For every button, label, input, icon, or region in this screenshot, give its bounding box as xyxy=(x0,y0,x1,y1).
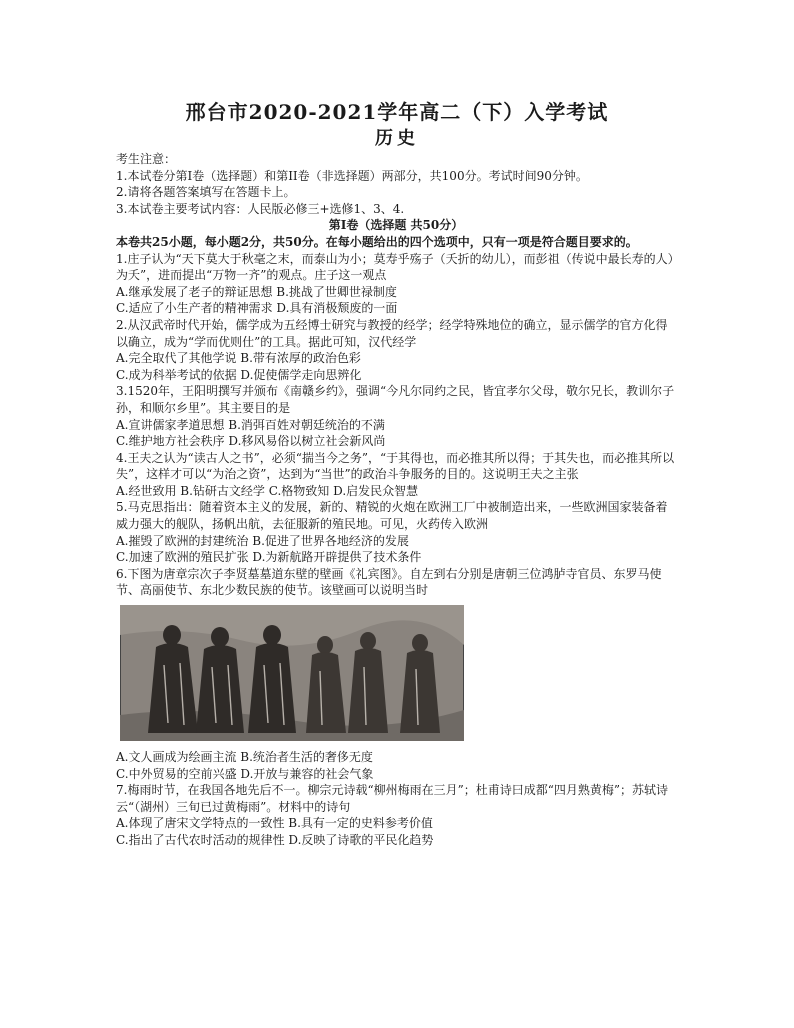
question-option: C.加速了欧洲的殖民扩张 D.为新航路开辟提供了技术条件 xyxy=(116,550,422,565)
notice-item: 1.本试卷分第I卷（选择题）和第II卷（非选择题）两部分，共100分。考试时间90分钟。 xyxy=(116,168,588,183)
question-option: C.成为科举考试的依据 D.促使儒学走向思辨化 xyxy=(116,367,362,382)
exam-subject: 历史 xyxy=(375,128,419,149)
section-title: 第I卷（选择题 共50分） xyxy=(328,218,464,233)
question-option: A.摧毁了欧洲的封建统治 B.促进了世界各地经济的发展 xyxy=(116,533,409,548)
exam-title: 邢台市2020-2021学年高二（下）入学考试 xyxy=(185,100,609,124)
question-stem: 5.马克思指出：随着资本主义的发展，新的、精锐的火炮在欧洲工厂中被制造出来，一些欧洲国家装备着威力强大的舰队，扬帆出航，去征服新的殖民地。可见，火药传入欧洲 xyxy=(116,500,668,532)
question-option: A.经世致用 B.钻研古文经学 C.格物致知 D.启发民众智慧 xyxy=(116,483,419,498)
question-option: A.体现了唐宋文学特点的一致性 B.具有一定的史料参考价值 xyxy=(116,816,433,831)
notice-heading: 考生注意： xyxy=(116,152,177,166)
section-instruction: 本卷共25小题，每小题2分，共50分。在每小题给出的四个选项中，只有一项是符合题目要求的。 xyxy=(116,234,638,249)
question-stem: 2.从汉武帝时代开始，儒学成为五经博士研究与教授的经学；经学特殊地位的确立，显示儒学的官方化得以确立，成为“学而优则仕”的工具。据此可知，汉代经学 xyxy=(116,317,668,349)
notice-item: 3.本试卷主要考试内容：人民版必修三+选修1、3、4. xyxy=(116,201,405,216)
question-option: A.文人画成为绘画主流 B.统治者生活的奢侈无度 xyxy=(116,750,373,765)
question-option: A.完全取代了其他学说 B.带有浓厚的政治色彩 xyxy=(116,351,361,366)
mural-image xyxy=(120,605,464,741)
question-stem: 3.1520年，王阳明撰写并颁布《南赣乡约》，强调“今凡尔同约之民，皆宜孝尔父母，敬尔兄长，教训尔子孙，和顺尔乡里”。其主要目的是 xyxy=(116,384,675,415)
exam-body xyxy=(116,151,676,849)
question-option: C.指出了古代农时活动的规律性 D.反映了诗歌的平民化趋势 xyxy=(116,833,434,847)
question-option: C.维护地方社会秩序 D.移风易俗以树立社会新风尚 xyxy=(116,434,386,449)
question-stem: 6.下图为唐章宗次子李贤墓墓道东壁的壁画《礼宾图》。自左到右分别是唐朝三位鸿胪寺官员、东罗马使节、高丽使节、东北少数民族的使节。该壁画可以说明当时 xyxy=(116,566,662,598)
question-option: C.适应了小生产者的精神需求 D.具有消极颓废的一面 xyxy=(116,301,398,316)
question-stem: 4.王夫之认为“读古人之书”，必须“揣当今之务”，“于其得也，而必推其所以得；于其失也，而必推其所以失”，这样才可以“为治之资”，达到为“当世”的政治斗争服务的目的。这说明王夫之主张 xyxy=(116,450,675,482)
question-option: A.宣讲儒家孝道思想 B.消弭百姓对朝廷统治的不满 xyxy=(116,417,385,432)
notice-item: 2.请将各题答案填写在答题卡上。 xyxy=(116,185,296,200)
question-option: A.继承发展了老子的辩证思想 B.挑战了世卿世禄制度 xyxy=(116,284,397,299)
mural-illustration xyxy=(120,605,464,741)
question-option: C.中外贸易的空前兴盛 D.开放与兼容的社会气象 xyxy=(116,766,374,781)
question-stem: 7.梅雨时节，在我国各地先后不一。柳宗元诗载“柳州梅雨在三月”；杜甫诗曰成都“四月熟黄梅”；苏轼诗云“（湖州）三旬已过黄梅雨”。材料中的诗句 xyxy=(116,783,668,814)
question-stem: 1.庄子认为“天下莫大于秋毫之末，而泰山为小；莫寿乎殇子（夭折的幼儿），而彭祖（传说中最长寿的人）为夭”，进而提出“万物一齐”的观点。庄子这一观点 xyxy=(116,251,674,283)
